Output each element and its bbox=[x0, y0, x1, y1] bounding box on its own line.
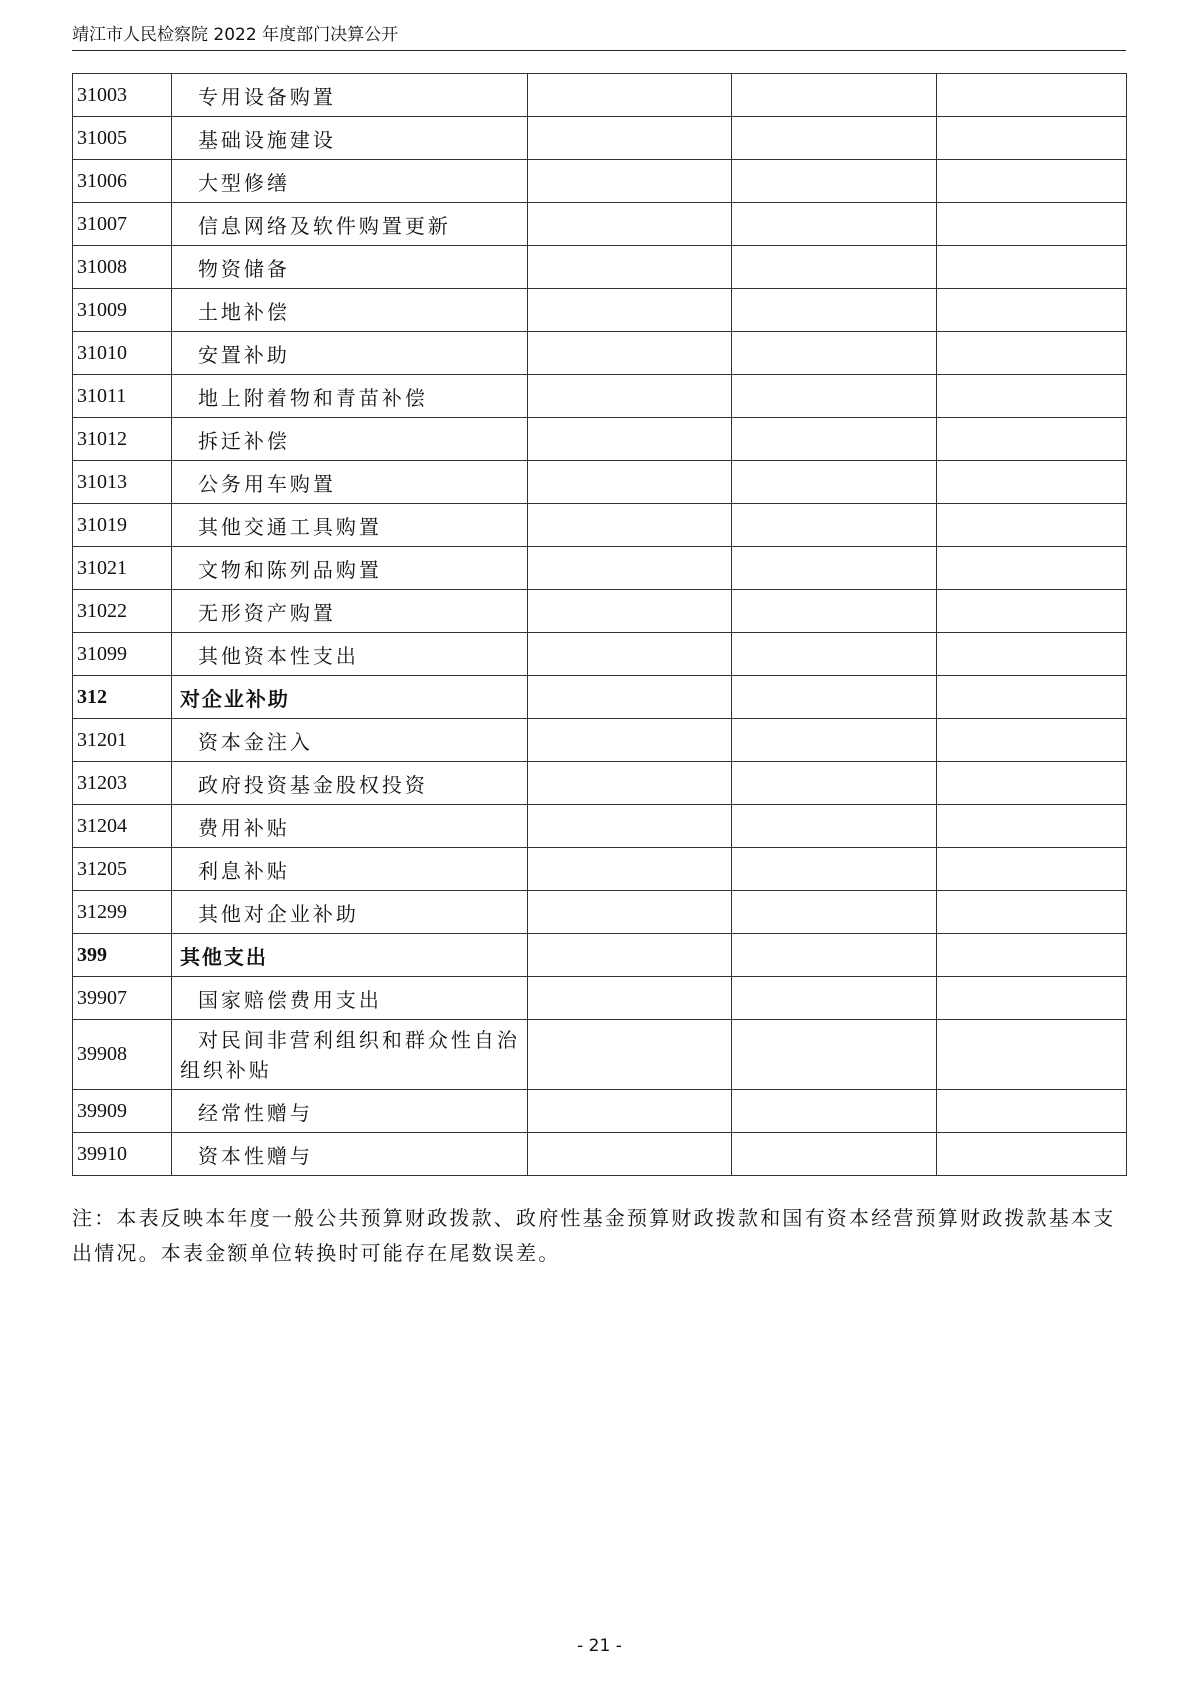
amount-cell bbox=[936, 1090, 1126, 1133]
table-row bbox=[73, 375, 1127, 418]
account-name-cell: 地上附着物和青苗补偿 bbox=[171, 375, 527, 418]
account-name-cell: 安置补助 bbox=[171, 332, 527, 375]
table-row bbox=[73, 160, 1127, 203]
amount-cell bbox=[732, 461, 936, 504]
table-row bbox=[73, 1133, 1127, 1176]
amount-cell bbox=[936, 762, 1126, 805]
amount-cell bbox=[732, 1020, 936, 1090]
table-row bbox=[73, 547, 1127, 590]
page-number: - 21 - bbox=[577, 1636, 622, 1656]
table-row bbox=[73, 74, 1127, 117]
table-row bbox=[73, 676, 1127, 719]
account-code-cell: 31006 bbox=[73, 160, 172, 203]
amount-cell bbox=[732, 633, 936, 676]
account-code-cell: 399 bbox=[73, 934, 172, 977]
account-name-line: 对民间非营利组织和群众性自治 bbox=[197, 1027, 520, 1052]
table-row bbox=[73, 1090, 1127, 1133]
amount-cell bbox=[732, 203, 936, 246]
account-name-cell: 文物和陈列品购置 bbox=[171, 547, 527, 590]
amount-cell bbox=[936, 848, 1126, 891]
amount-cell bbox=[936, 676, 1126, 719]
account-code-cell: 31019 bbox=[73, 504, 172, 547]
account-code-cell: 31203 bbox=[73, 762, 172, 805]
table-row bbox=[73, 246, 1127, 289]
table-row bbox=[73, 117, 1127, 160]
amount-cell bbox=[732, 117, 936, 160]
account-code-cell: 31003 bbox=[73, 74, 172, 117]
table-row bbox=[73, 289, 1127, 332]
expenditure-table-body bbox=[73, 74, 1127, 1176]
amount-cell bbox=[732, 504, 936, 547]
amount-cell bbox=[732, 590, 936, 633]
account-name-cell: 大型修缮 bbox=[171, 160, 527, 203]
account-name-cell: 无形资产购置 bbox=[171, 590, 527, 633]
amount-cell bbox=[936, 289, 1126, 332]
table-row bbox=[73, 805, 1127, 848]
amount-cell bbox=[732, 160, 936, 203]
amount-cell bbox=[936, 461, 1126, 504]
amount-cell bbox=[732, 719, 936, 762]
table-row bbox=[73, 891, 1127, 934]
amount-cell bbox=[527, 418, 731, 461]
amount-cell bbox=[527, 934, 731, 977]
account-name-cell: 国家赔偿费用支出 bbox=[171, 977, 527, 1020]
amount-cell bbox=[936, 547, 1126, 590]
table-row bbox=[73, 418, 1127, 461]
table-row bbox=[73, 934, 1127, 977]
amount-cell bbox=[936, 1133, 1126, 1176]
account-name-cell: 利息补贴 bbox=[171, 848, 527, 891]
amount-cell bbox=[732, 332, 936, 375]
amount-cell bbox=[936, 1020, 1126, 1090]
amount-cell bbox=[527, 891, 731, 934]
account-code-cell: 31008 bbox=[73, 246, 172, 289]
account-code-cell: 39910 bbox=[73, 1133, 172, 1176]
table-note: 注：本表反映本年度一般公共预算财政拨款、政府性基金预算财政拨款和国有资本经营预算财政拨款基本支出情况。本表金额单位转换时可能存在尾数误差。 bbox=[72, 1206, 1116, 1265]
amount-cell bbox=[936, 74, 1126, 117]
table-row bbox=[73, 848, 1127, 891]
amount-cell bbox=[732, 848, 936, 891]
amount-cell bbox=[527, 762, 731, 805]
amount-cell bbox=[527, 719, 731, 762]
account-name-cell: 资本性赠与 bbox=[171, 1133, 527, 1176]
table-row bbox=[73, 332, 1127, 375]
account-code-cell: 31201 bbox=[73, 719, 172, 762]
amount-cell bbox=[936, 977, 1126, 1020]
amount-cell bbox=[936, 160, 1126, 203]
amount-cell bbox=[936, 246, 1126, 289]
account-name-cell: 资本金注入 bbox=[171, 719, 527, 762]
amount-cell bbox=[527, 117, 731, 160]
amount-cell bbox=[527, 160, 731, 203]
amount-cell bbox=[527, 633, 731, 676]
page-header bbox=[72, 20, 1126, 51]
account-code-cell: 312 bbox=[73, 676, 172, 719]
account-name-cell: 费用补贴 bbox=[171, 805, 527, 848]
account-name-cell: 对企业补助 bbox=[171, 676, 527, 719]
amount-cell bbox=[527, 375, 731, 418]
table-row bbox=[73, 203, 1127, 246]
amount-cell bbox=[732, 934, 936, 977]
table-row bbox=[73, 719, 1127, 762]
amount-cell bbox=[732, 246, 936, 289]
account-name-cell: 拆迁补偿 bbox=[171, 418, 527, 461]
amount-cell bbox=[527, 289, 731, 332]
account-code-cell: 31011 bbox=[73, 375, 172, 418]
amount-cell bbox=[936, 805, 1126, 848]
account-code-cell: 39907 bbox=[73, 977, 172, 1020]
amount-cell bbox=[527, 246, 731, 289]
amount-cell bbox=[936, 633, 1126, 676]
account-name-cell: 公务用车购置 bbox=[171, 461, 527, 504]
account-code-cell: 31204 bbox=[73, 805, 172, 848]
account-name-cell: 信息网络及软件购置更新 bbox=[171, 203, 527, 246]
amount-cell bbox=[936, 418, 1126, 461]
amount-cell bbox=[527, 977, 731, 1020]
account-code-cell: 31009 bbox=[73, 289, 172, 332]
account-name-cell: 其他对企业补助 bbox=[171, 891, 527, 934]
amount-cell bbox=[936, 375, 1126, 418]
account-name-cell: 政府投资基金股权投资 bbox=[171, 762, 527, 805]
amount-cell bbox=[527, 203, 731, 246]
account-name-line: 组织补贴 bbox=[179, 1057, 272, 1082]
amount-cell bbox=[732, 547, 936, 590]
amount-cell bbox=[732, 74, 936, 117]
amount-cell bbox=[527, 504, 731, 547]
account-name-cell: 专用设备购置 bbox=[171, 74, 527, 117]
account-code-cell: 31205 bbox=[73, 848, 172, 891]
table-row bbox=[73, 461, 1127, 504]
account-code-cell: 39908 bbox=[73, 1020, 172, 1090]
amount-cell bbox=[936, 891, 1126, 934]
amount-cell bbox=[936, 203, 1126, 246]
account-code-cell: 31013 bbox=[73, 461, 172, 504]
amount-cell bbox=[936, 117, 1126, 160]
expenditure-table bbox=[72, 73, 1127, 1176]
amount-cell bbox=[732, 375, 936, 418]
amount-cell bbox=[936, 332, 1126, 375]
account-code-cell: 31299 bbox=[73, 891, 172, 934]
table-row bbox=[73, 1020, 1127, 1090]
amount-cell bbox=[527, 1020, 731, 1090]
amount-cell bbox=[527, 74, 731, 117]
amount-cell bbox=[732, 762, 936, 805]
account-code-cell: 31007 bbox=[73, 203, 172, 246]
account-name-cell: 其他交通工具购置 bbox=[171, 504, 527, 547]
amount-cell bbox=[936, 590, 1126, 633]
amount-cell bbox=[732, 289, 936, 332]
account-name-cell: 土地补偿 bbox=[171, 289, 527, 332]
account-code-cell: 31010 bbox=[73, 332, 172, 375]
amount-cell bbox=[527, 461, 731, 504]
amount-cell bbox=[732, 805, 936, 848]
account-code-cell: 31022 bbox=[73, 590, 172, 633]
account-name-cell bbox=[171, 1020, 527, 1090]
table-row bbox=[73, 762, 1127, 805]
account-code-cell: 31005 bbox=[73, 117, 172, 160]
account-code-cell: 31012 bbox=[73, 418, 172, 461]
account-name-cell: 物资储备 bbox=[171, 246, 527, 289]
account-code-cell: 31099 bbox=[73, 633, 172, 676]
table-row bbox=[73, 977, 1127, 1020]
table-row bbox=[73, 633, 1127, 676]
amount-cell bbox=[936, 504, 1126, 547]
amount-cell bbox=[936, 934, 1126, 977]
amount-cell bbox=[527, 332, 731, 375]
account-code-cell: 31021 bbox=[73, 547, 172, 590]
table-row bbox=[73, 504, 1127, 547]
amount-cell bbox=[527, 590, 731, 633]
amount-cell bbox=[732, 891, 936, 934]
amount-cell bbox=[936, 719, 1126, 762]
account-code-cell: 39909 bbox=[73, 1090, 172, 1133]
account-name-cell: 其他资本性支出 bbox=[171, 633, 527, 676]
amount-cell bbox=[732, 1090, 936, 1133]
amount-cell bbox=[527, 1090, 731, 1133]
amount-cell bbox=[527, 547, 731, 590]
amount-cell bbox=[527, 805, 731, 848]
amount-cell bbox=[527, 1133, 731, 1176]
table-row bbox=[73, 590, 1127, 633]
amount-cell bbox=[527, 676, 731, 719]
amount-cell bbox=[732, 977, 936, 1020]
account-name-cell: 经常性赠与 bbox=[171, 1090, 527, 1133]
amount-cell bbox=[732, 676, 936, 719]
document-title: 靖江市人民检察院 2022 年度部门决算公开 bbox=[72, 25, 399, 45]
amount-cell bbox=[527, 848, 731, 891]
amount-cell bbox=[732, 418, 936, 461]
account-name-cell: 其他支出 bbox=[171, 934, 527, 977]
amount-cell bbox=[732, 1133, 936, 1176]
account-name-cell: 基础设施建设 bbox=[171, 117, 527, 160]
